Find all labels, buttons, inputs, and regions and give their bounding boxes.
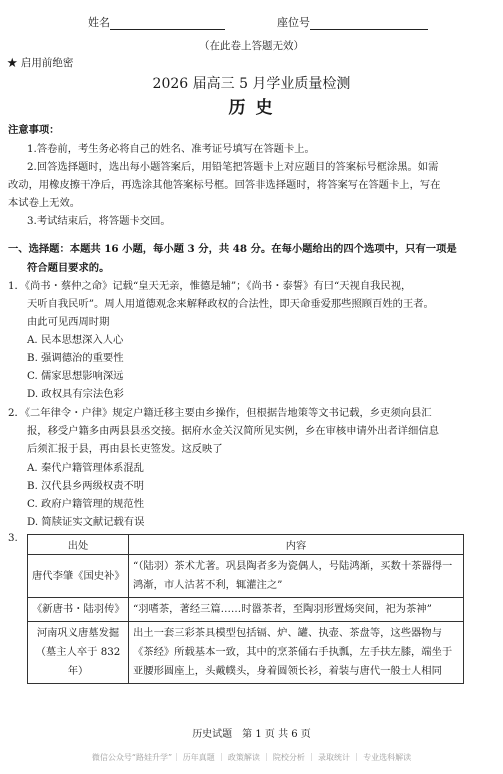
- exam-title: 2026 届高三 5 月学业质量检测: [152, 76, 351, 92]
- q1-option-d[interactable]: D. 政权具有宗法色彩: [27, 388, 124, 400]
- name-field: [88, 14, 225, 30]
- q2-stem-3: 后须汇报于县，再由县长吏签发。这反映了: [27, 443, 223, 455]
- section1-heading: 一、选择题：本题共 16 小题，每小题 3 分，共 48 分。在每小题给出的四个选项中，只有一项是: [8, 243, 457, 255]
- name-label: 姓名: [88, 16, 110, 29]
- row-content: “（陆羽）茶术尤著。巩县陶者多为瓷偶人，号陆鸿渐，买数十茶器得一鸿渐，市人沽茗不利，辄灌注之”: [129, 555, 464, 598]
- row-source: 《新唐书・陆羽传》: [28, 598, 129, 622]
- q3-source-table: [27, 534, 464, 684]
- instruction-2c: 本试卷上无效。: [8, 197, 81, 209]
- subject-title: 历 史: [228, 98, 275, 118]
- instruction-2b: 改动，用橡皮擦干净后，再选涂其他答案标号框。回答非选择题时，将答案写在答题卡上，写在: [8, 179, 441, 191]
- section1-heading-cont: 符合题目要求的。: [27, 262, 110, 274]
- instruction-2a: 2.回答选择题时，选出每小题答案后，用铅笔把答题卡上对应题目的答案标号框涂黑。如需: [27, 161, 439, 173]
- table-row: [28, 555, 464, 598]
- q1-stem-3: 由此可见西周时期: [27, 316, 110, 328]
- row-content: 出土一套三彩茶具模型包括镉、炉、罐、执壶、茶盘等，这些器物与《茶经》所载基本一致，其中的烹茶俑右手执瓢，左手扶左膝，端坐于亚腰形圆座上，头戴幞头，身着圆领长衫，着装与唐代一般士人相同: [129, 622, 464, 684]
- promo-footer-bar: 微信公众号“路娃升学”｜ 历年真题 ｜ 政策解读 ｜ 院校分析 ｜ 录取统计 ｜ 专业选科解读: [91, 753, 412, 762]
- table-row: [28, 622, 464, 684]
- seat-field: [277, 14, 428, 30]
- q1-stem-1: 1．《尚书・蔡仲之命》记载“皇天无亲，惟德是辅”；《尚书・泰誓》有曰“天视自我民视，: [8, 280, 412, 292]
- secret-label: ★ 启用前绝密: [7, 57, 74, 69]
- q3-number: 3.: [8, 532, 18, 544]
- seat-blank: [310, 17, 428, 30]
- q2-option-c[interactable]: C. 政府户籍管理的规范性: [27, 498, 145, 510]
- instructions-title: 注意事项：: [8, 124, 60, 136]
- instruction-1: 1.答卷前，考生务必将自己的姓名、准考证号填写在答题卡上。: [27, 143, 315, 155]
- q1-option-a[interactable]: A. 民本思想深入人心: [27, 334, 124, 346]
- q2-stem-1: 2．《二年律令・户律》规定户籍迁移主要由乡操作，但根据告地策等文书记载，乡吏须向县汇: [8, 407, 432, 419]
- q1-stem-2: 天听自我民听”。周人用道德观念来解释政权的合法性，即天命垂爱那些照顾百姓的王者。: [27, 298, 434, 310]
- table-row: [28, 598, 464, 622]
- row-source: 唐代李肇《国史补》: [28, 555, 129, 598]
- seat-label: 座位号: [277, 16, 310, 29]
- instruction-3: 3.考试结束后，将答题卡交回。: [27, 215, 171, 227]
- row-source: 河南巩义唐墓发掘（墓主人卒于 832 年）: [28, 622, 129, 684]
- q1-option-b[interactable]: B. 强调德治的重要性: [27, 352, 124, 364]
- row-content: “羽嗜茶，著经三篇……时嚣茶者，至陶羽形置炀突间，祀为茶神”: [129, 598, 464, 622]
- q2-option-b[interactable]: B. 汉代县乡两级权责不明: [27, 480, 145, 492]
- answer-note: （在此卷上答题无效）: [199, 40, 304, 52]
- q2-stem-2: 报，移受户籍多由两县县丞交接。据府水金关汉简所见实例，乡在审核申请外出者详细信息: [27, 425, 439, 437]
- q2-option-d[interactable]: D. 简牍证实文献记载有误: [27, 516, 145, 528]
- name-blank: [110, 17, 225, 30]
- col-source-header: 出处: [28, 535, 129, 555]
- table-header-row: [28, 535, 464, 555]
- page-footer: 历史试题 第 1 页 共 6 页: [192, 729, 311, 740]
- col-content-header: 内容: [129, 535, 464, 555]
- q2-option-a[interactable]: A. 秦代户籍管理体系混乱: [27, 462, 144, 474]
- q1-option-c[interactable]: C. 儒家思想影响深远: [27, 370, 124, 382]
